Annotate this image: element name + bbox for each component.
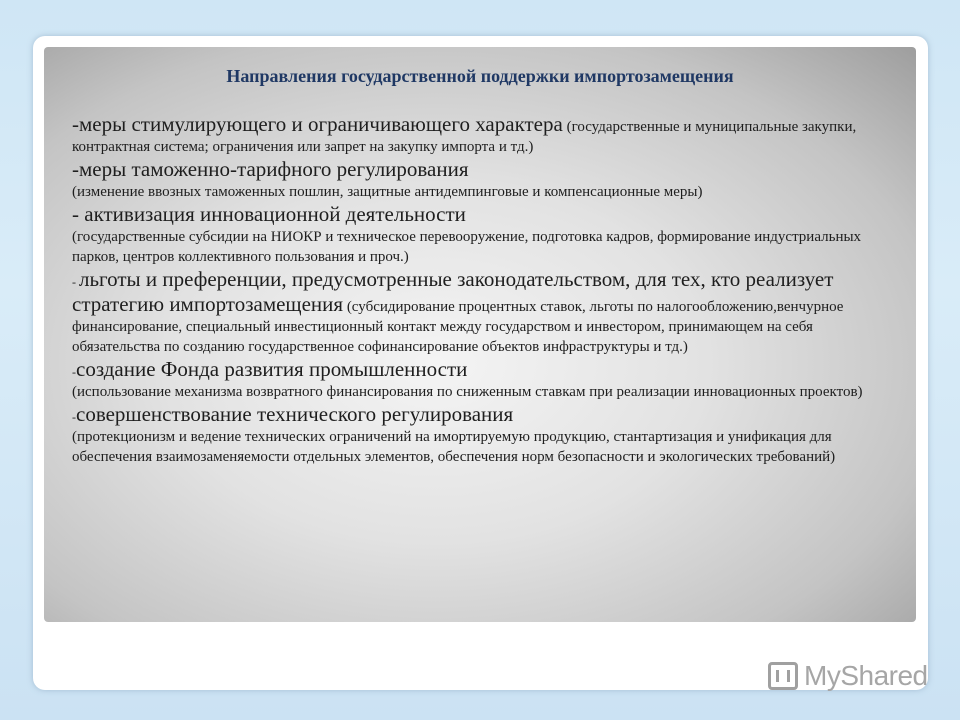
item-dash: - [72,275,79,289]
myshared-logo-icon [768,662,798,690]
item-detail: (государственные субсидии на НИОКР и техническое перевооружение, подготовка кадров, формирование индустриальных парков, центров коллективного пользования и проч.) [72,229,862,265]
item-detail: (протекционизм и ведение технических ограничений на имортируемую продукцию, стантартизация и унификация для обеспечения взаимозаменяемости отдельных элементов, обеспечения норм безопасности и экологических требований) [72,429,836,465]
slide-title: Направления государственной поддержки импортозамещения [226,66,734,86]
item-lead: создание Фонда развития промышленности [76,357,468,381]
item-lead: - активизация инновационной деятельности [72,202,466,226]
list-item [72,357,902,402]
watermark-text: MyShared [804,660,928,691]
item-lead: совершенствование технического регулирования [76,402,514,426]
list-item [72,202,902,267]
item-lead: льготы и преференции, предусмотренные законодательством, для тех, кто реализует стратегию импортозамещения [72,267,834,316]
item-dash: - [72,410,76,424]
list-item [72,267,902,357]
item-detail: (использование механизма возвратного финансирования по сниженным ставкам при реализации инновационных проектов) [72,384,863,400]
item-lead: -меры таможенно-тарифного регулирования [72,157,469,181]
slide-content [72,112,902,467]
item-detail: (государственные и муниципальные закупки, контрактная система; ограничения или запрет на закупку импорта и тд.) [72,119,857,155]
list-item [72,402,902,467]
myshared-watermark [768,656,928,696]
item-detail: (изменение ввозных таможенных пошлин, защитные антидемпинговые и компенсационные меры) [72,184,703,200]
list-item [72,112,902,157]
item-lead: -меры стимулирующего и ограничивающего характера [72,112,563,136]
item-dash: - [72,365,76,379]
list-item [72,157,902,202]
item-detail: (субсидирование процентных ставок, льготы по налогообложению,венчурное финансирование, специальный инвестиционный контакт между государством и инвестором, принимающем на себя обязательства по созданию государственное софинансирование объектов инфраструктуры и тд.) [72,299,844,355]
